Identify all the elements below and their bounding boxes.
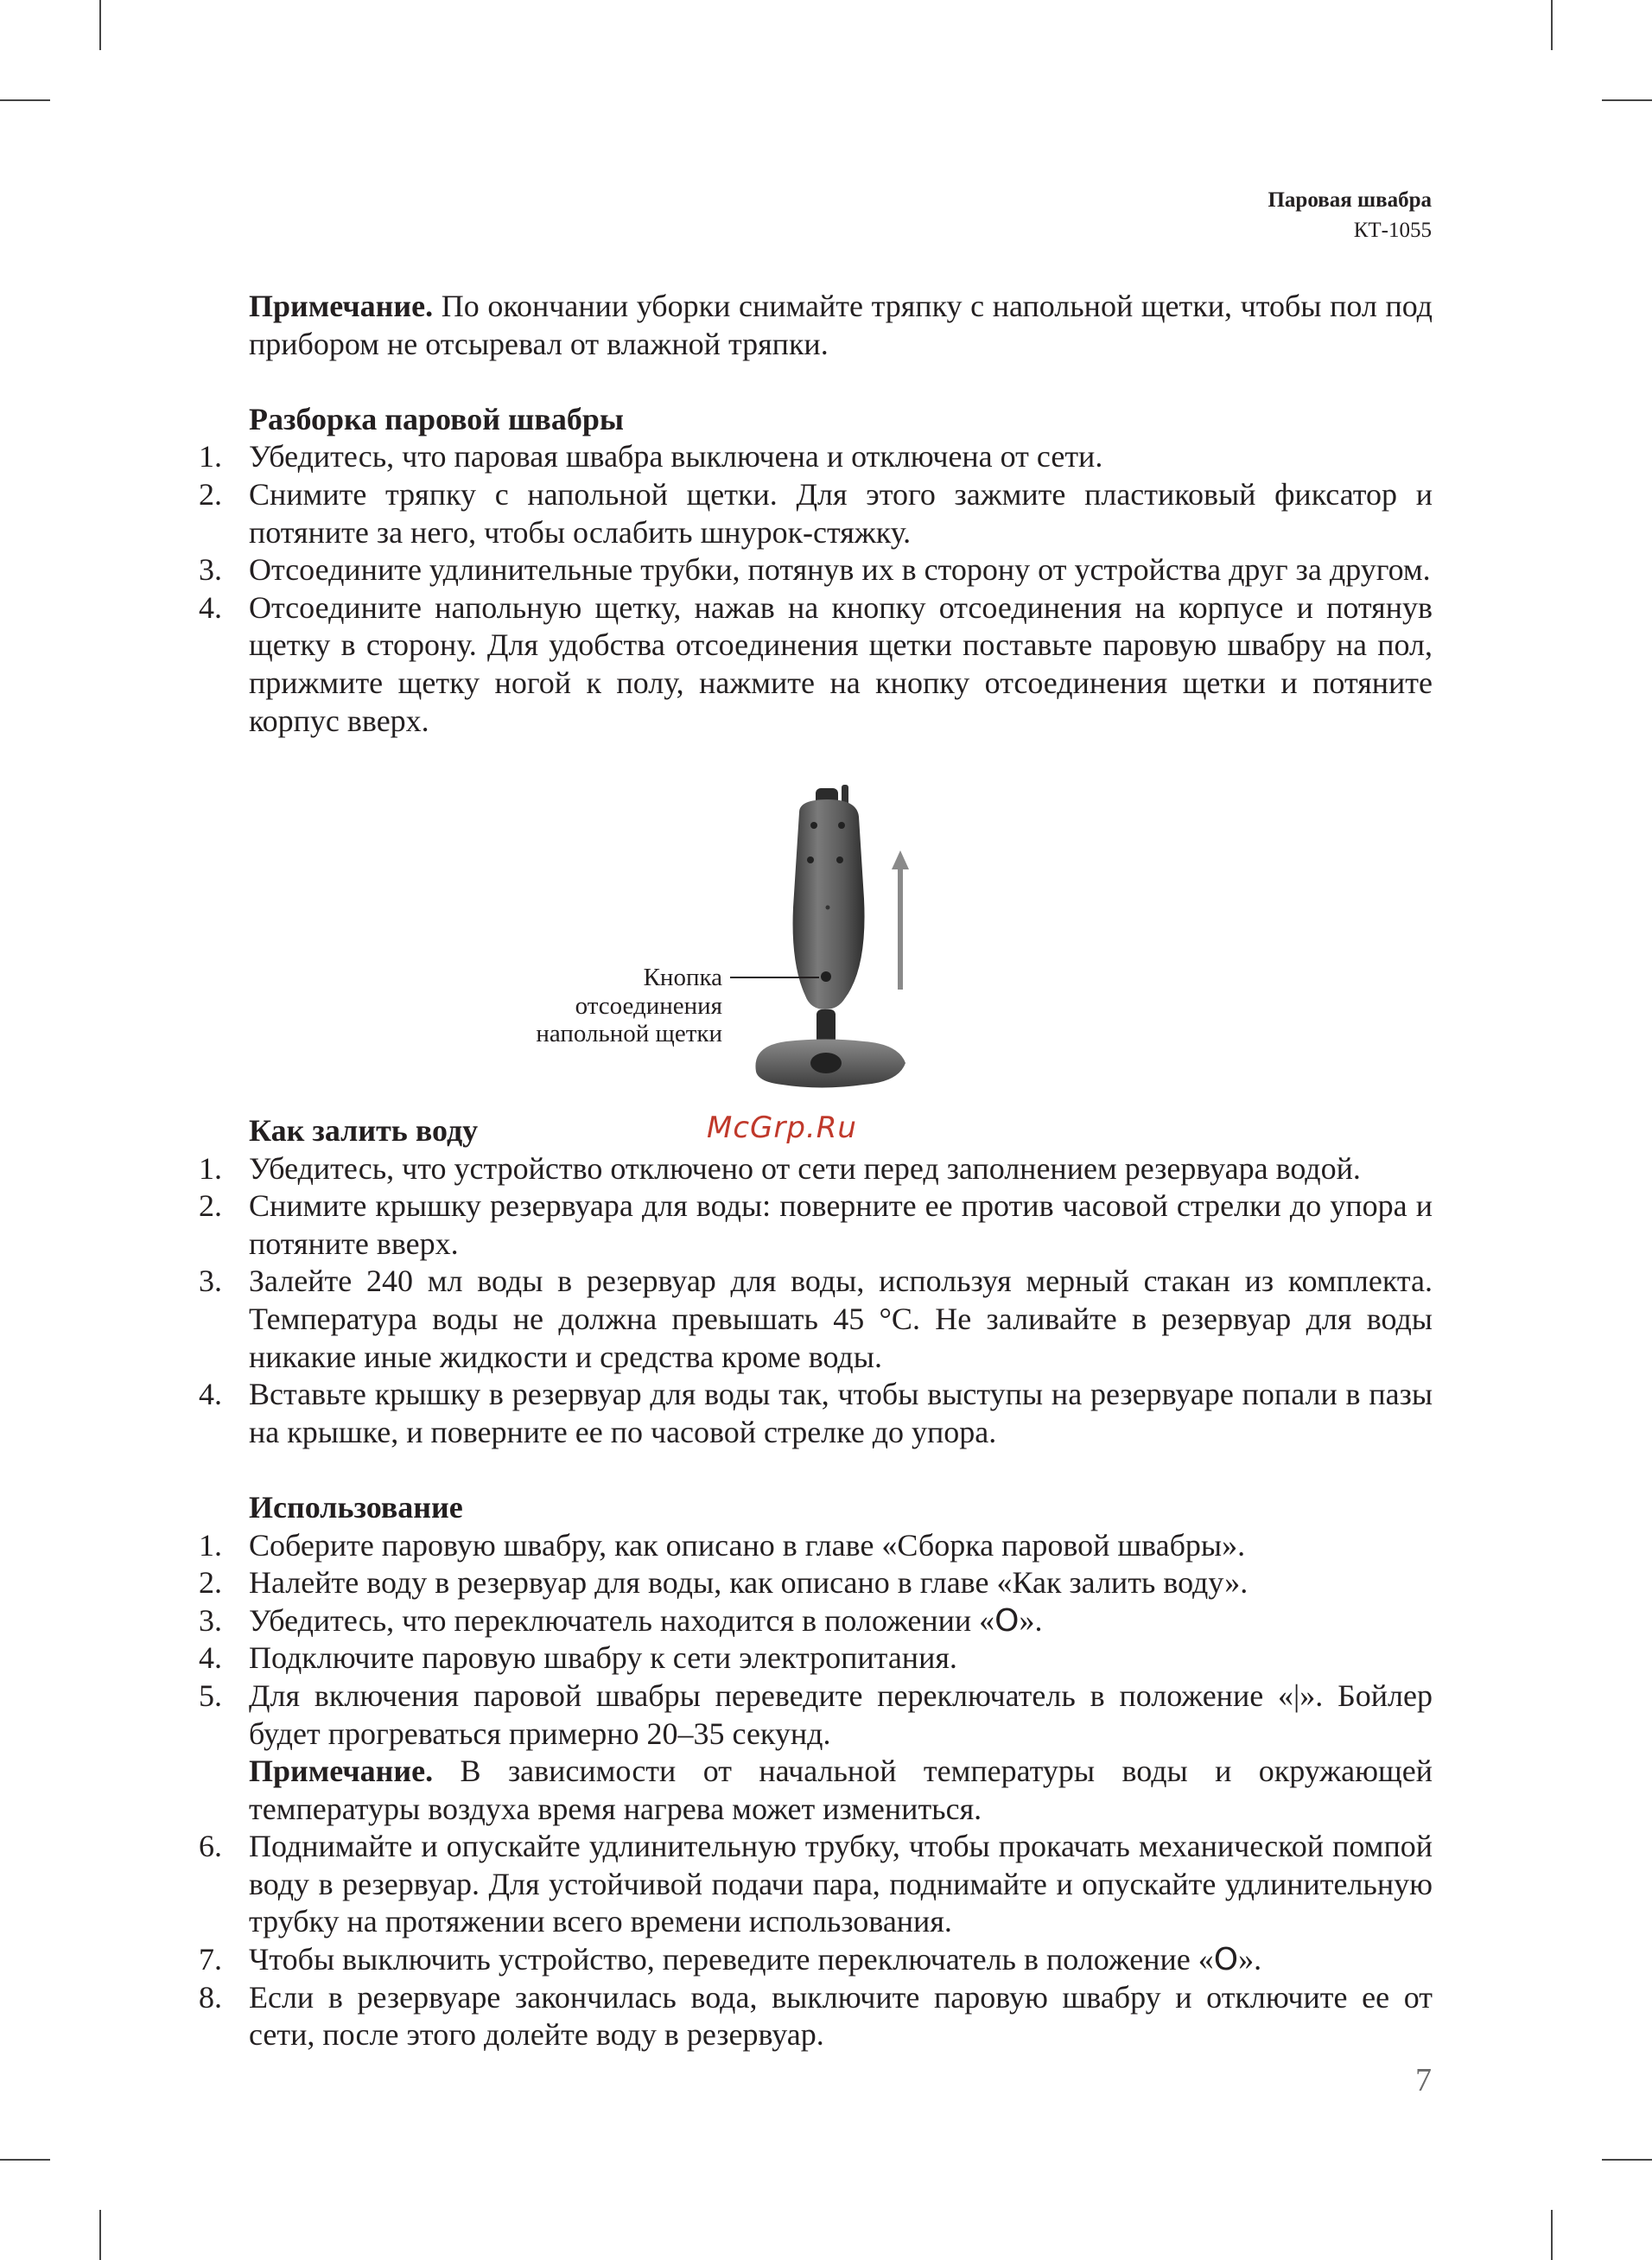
- list-item: [199, 1564, 1433, 1602]
- list-item: [199, 1527, 1433, 1565]
- up-arrow-shape: [892, 850, 909, 869]
- note-text: По окончании уборки снимайте тряпку с напольной щетки, чтобы пол под прибором не отсыревал от влажной тряпки.: [249, 289, 1433, 361]
- header-model: КТ-1055: [1353, 219, 1432, 242]
- item-number: 1.: [199, 1527, 222, 1563]
- steam-mop-figure: [492, 778, 942, 1106]
- section-heading-usage: Использование: [249, 1489, 463, 1525]
- item-number: 3.: [199, 1602, 222, 1638]
- item-text: Отсоедините удлинительные трубки, потянув их в сторону от устройства друг за другом.: [249, 552, 1431, 588]
- page-number: 7: [1415, 2062, 1432, 2098]
- crop-mark: [1602, 2159, 1652, 2161]
- crop-mark: [1551, 0, 1553, 50]
- callout-line: напольной щетки: [536, 1020, 722, 1047]
- item-number: 4.: [199, 1377, 222, 1412]
- item-text: Отсоедините напольную щетку, нажав на кнопку отсоединения на корпусе и потянув щетку в сторону. Для удобства отсоединения щетки поставьте паровую швабру на пол, прижмите щетку ногой к полу, нажмите на кнопку отсоединения щетки и потяните корпус вверх.: [249, 589, 1433, 738]
- crop-mark: [0, 2159, 50, 2161]
- list-item: [199, 1376, 1433, 1451]
- switch-off-symbol: O: [1213, 1942, 1239, 1978]
- content-bottom: [199, 1112, 1433, 2054]
- item-number: 8.: [199, 1979, 222, 2015]
- item-number: 5.: [199, 1677, 222, 1713]
- crop-mark: [1551, 2210, 1553, 2260]
- item-text: Чтобы выключить устройство, переведите переключатель в положение «: [249, 1942, 1214, 1977]
- fill-water-list: [199, 1150, 1433, 1452]
- item-number: 3.: [199, 552, 222, 588]
- item-number: 4.: [199, 589, 222, 625]
- list-item: [199, 1150, 1433, 1188]
- item-text: Соберите паровую швабру, как описано в главе «Сборка паровой швабры».: [249, 1527, 1246, 1563]
- crop-mark: [99, 2210, 101, 2260]
- release-button-shape: [821, 971, 831, 982]
- item-text: Залейте 240 мл воды в резервуар для воды, используя мерный стакан из комплекта. Температура воды не должна превышать 45 °С. Не заливайте в резервуар для воды никакие иные жидкости и средства кроме воды.: [249, 1264, 1433, 1374]
- note-text: В зависимости от начальной температуры воды и окружающей температуры воздуха время нагрева может измениться.: [249, 1754, 1433, 1826]
- list-item: [199, 1828, 1433, 1941]
- steam-mop-illustration: [492, 778, 942, 1106]
- running-header: [1268, 185, 1432, 245]
- content-top: [199, 288, 1433, 740]
- item-text: Поднимайте и опускайте удлинительную трубку, чтобы прокачать механической помпой воду в резервуар. Для устойчивой подачи пара, поднимайте и опускайте удлинительную трубку на протяжении всего времени использования.: [249, 1829, 1433, 1939]
- switch-off-symbol: O: [994, 1602, 1020, 1639]
- list-item: [199, 1602, 1433, 1640]
- item-text: Убедитесь, что переключатель находится в положении «: [249, 1602, 995, 1638]
- note-label: Примечание.: [249, 1754, 434, 1789]
- item-text: Если в резервуаре закончилась вода, выключите паровую швабру и отключите ее от сети, после этого долейте воду в резервуар.: [249, 1979, 1433, 2053]
- section-heading-disassembly: Разборка паровой швабры: [249, 401, 624, 436]
- list-item: [199, 1263, 1433, 1376]
- item-number: 3.: [199, 1264, 222, 1299]
- header-title: Паровая швабра: [1268, 188, 1432, 212]
- item-text-end: ».: [1238, 1942, 1262, 1977]
- list-item: [199, 1187, 1433, 1263]
- list-item: [199, 589, 1433, 740]
- item-text: Снимите крышку резервуара для воды: поверните ее против часовой стрелки до упора и потяните вверх.: [249, 1188, 1433, 1261]
- item-text: Налейте воду в резервуар для воды, как описано в главе «Как залить воду».: [249, 1565, 1249, 1601]
- list-item: [199, 438, 1433, 476]
- spacer: [249, 1451, 1433, 1489]
- usage-list: [199, 1527, 1433, 2054]
- disassembly-list: [199, 438, 1433, 740]
- item-number: 7.: [199, 1942, 222, 1977]
- item-number: 2.: [199, 476, 222, 512]
- watermark: McGrp.Ru: [707, 1111, 857, 1145]
- item-number: 6.: [199, 1829, 222, 1864]
- spacer: [249, 363, 1433, 401]
- item-text: Убедитесь, что устройство отключено от сети перед заполнением резервуара водой.: [249, 1150, 1361, 1186]
- item-text: Подключите паровую швабру к сети электропитания.: [249, 1640, 957, 1676]
- crop-mark: [1602, 99, 1652, 101]
- list-item: [199, 1979, 1433, 2054]
- item-number: 1.: [199, 1150, 222, 1186]
- item-text: Убедитесь, что паровая швабра выключена и отключена от сети.: [249, 439, 1103, 474]
- crop-mark: [0, 99, 50, 101]
- list-item: [199, 1639, 1433, 1677]
- note-paragraph: [249, 288, 1433, 363]
- list-item: [199, 1941, 1433, 1979]
- item-number: 1.: [199, 439, 222, 474]
- item-text: Вставьте крышку в резервуар для воды так, чтобы выступы на резервуаре попали в пазы на крышке, и поверните ее по часовой стрелке до упора.: [249, 1377, 1433, 1449]
- item-text: Снимите тряпку с напольной щетки. Для этого зажмите пластиковый фиксатор и потяните за него, чтобы ослабить шнурок-стяжку.: [249, 476, 1433, 550]
- callout-line: отсоединения: [575, 991, 722, 1020]
- list-item: [199, 476, 1433, 551]
- item-text: Для включения паровой швабры переведите переключатель в положение «|». Бойлер будет прогреваться примерно 20–35 секунд.: [249, 1677, 1433, 1751]
- crop-mark: [99, 0, 101, 50]
- item-number: 4.: [199, 1640, 222, 1676]
- section-heading-fill-water: Как залить воду: [249, 1113, 479, 1148]
- item-text-end: ».: [1019, 1602, 1043, 1638]
- item-number: 2.: [199, 1188, 222, 1224]
- list-item: [199, 1677, 1433, 1828]
- item-number: 2.: [199, 1565, 222, 1601]
- list-item: [199, 551, 1433, 589]
- note-label: Примечание.: [249, 289, 434, 323]
- callout-line: Кнопка: [643, 964, 722, 991]
